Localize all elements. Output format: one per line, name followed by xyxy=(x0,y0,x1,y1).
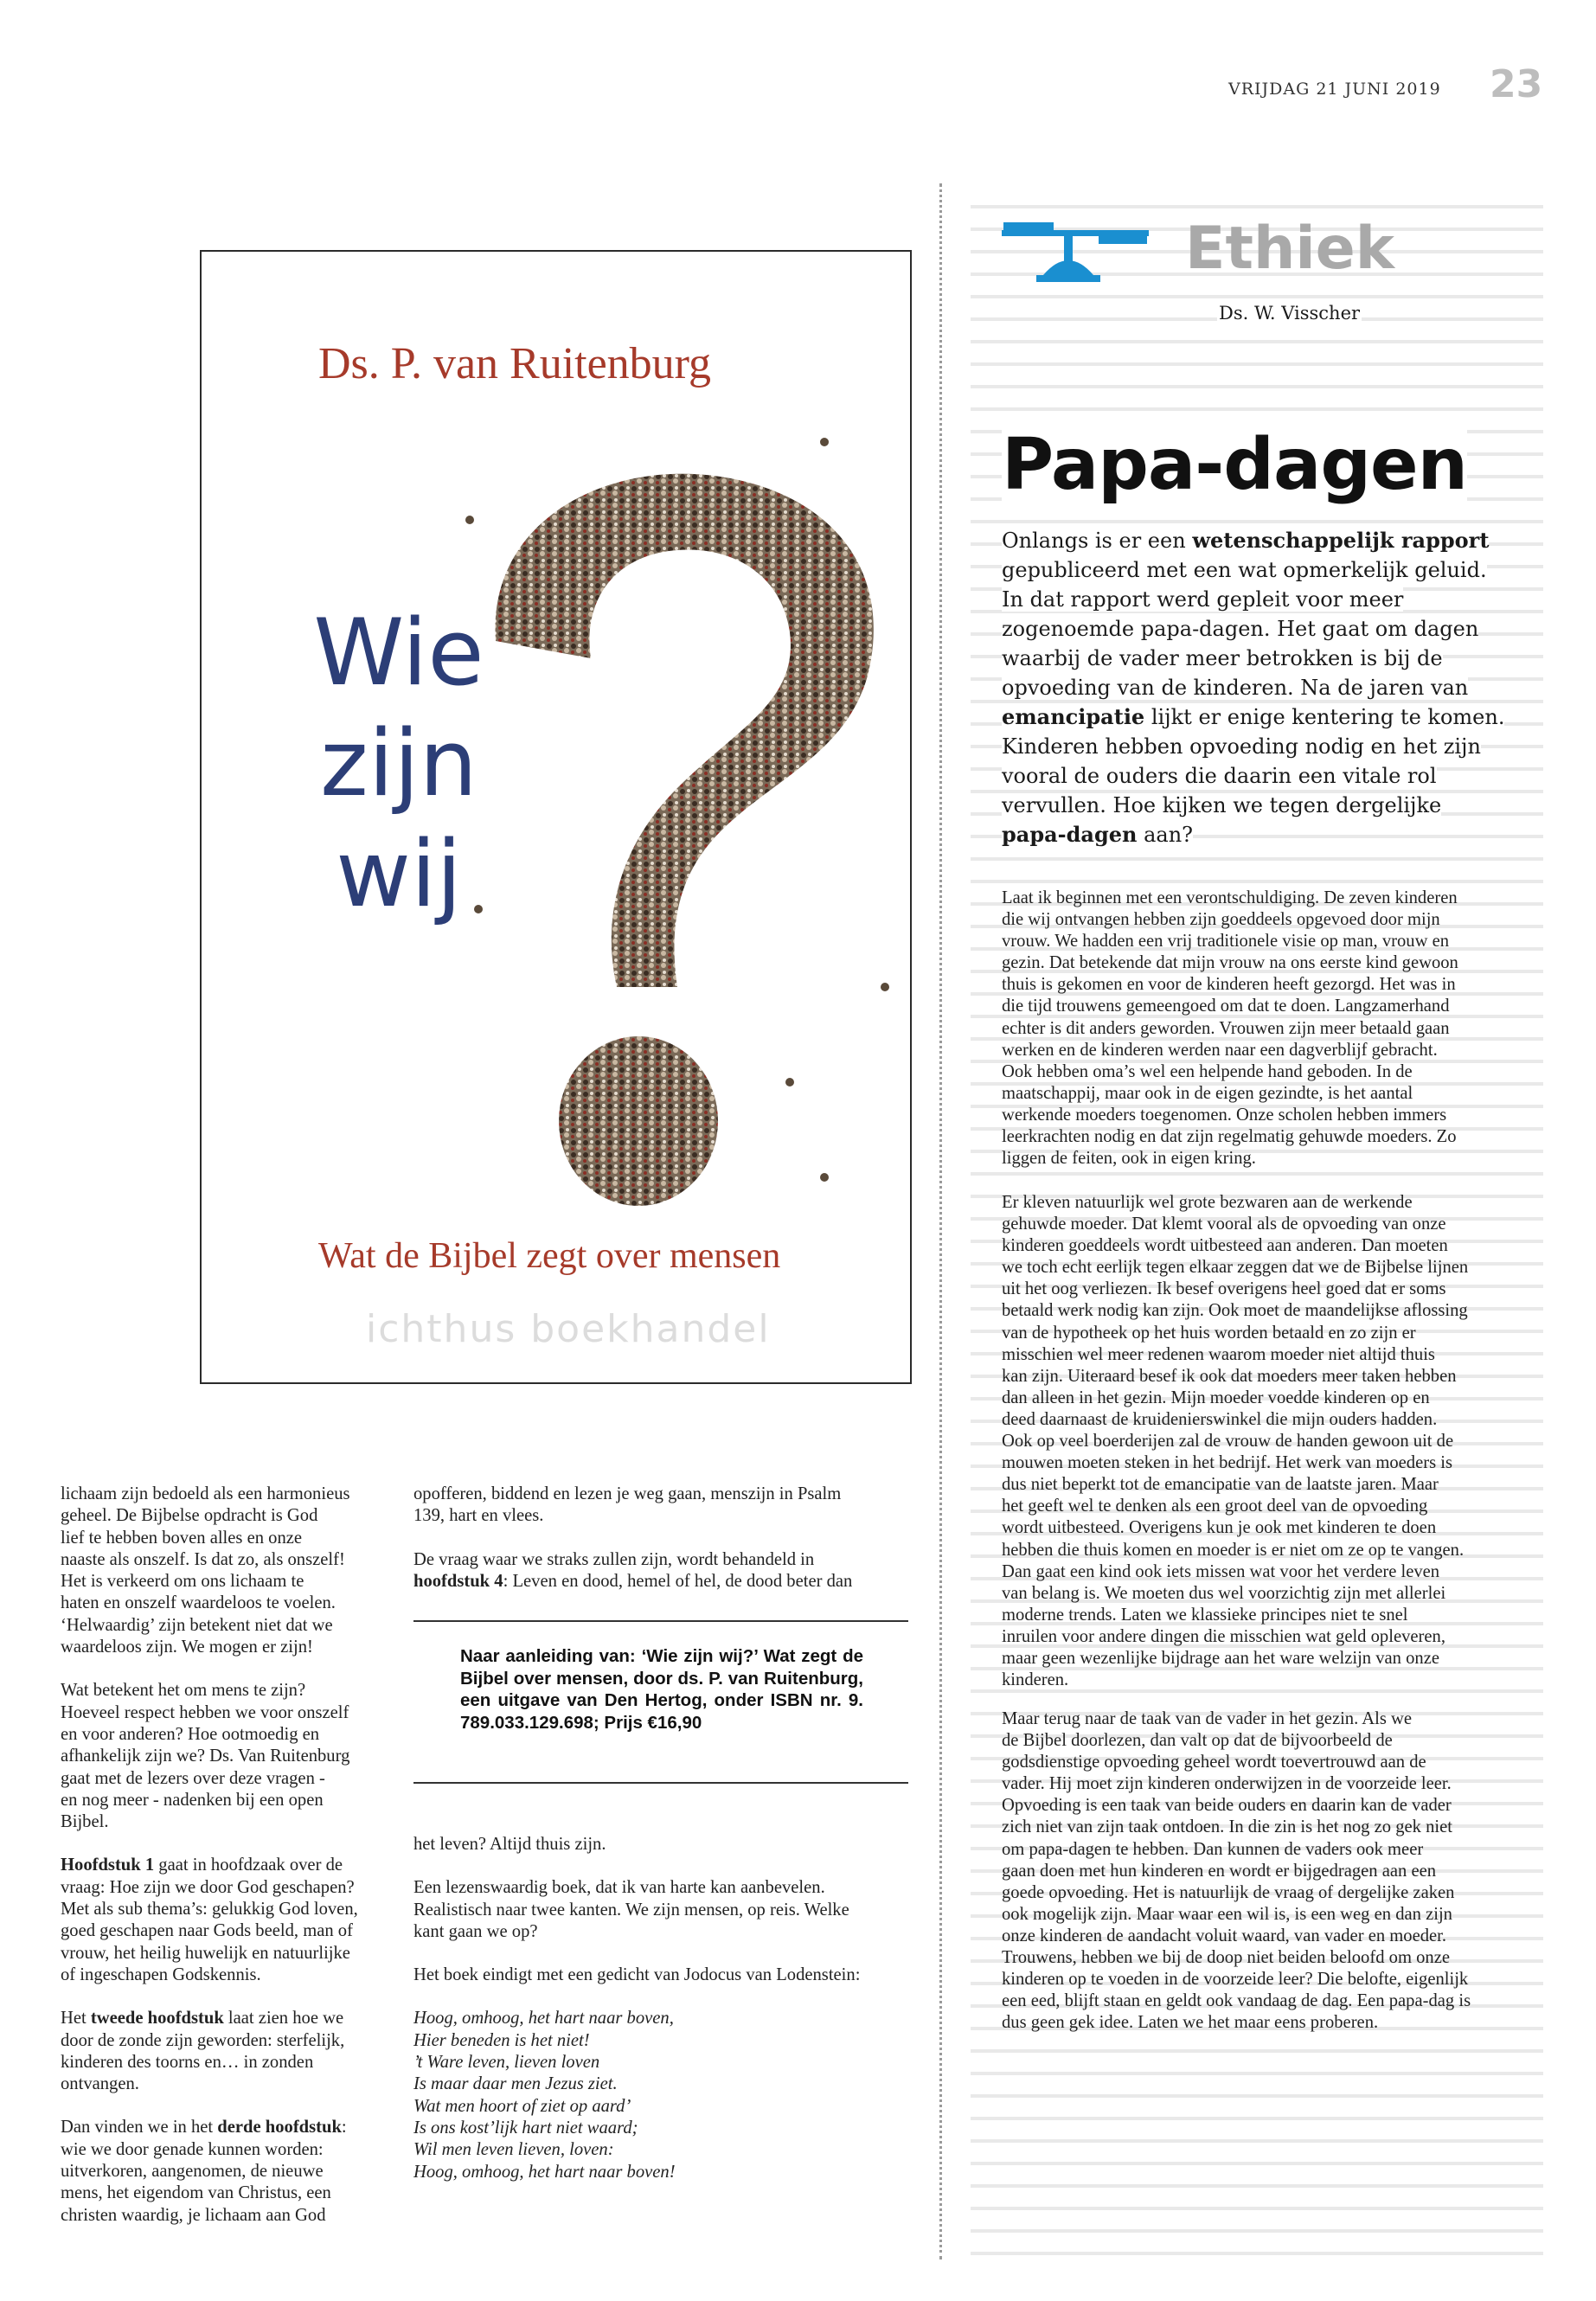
article-line: misschien wel meer redenen waarom moeder niet altijd thuis xyxy=(1002,1344,1435,1364)
text-run: naaste als onszelf. Is dat zo, als onszelf! xyxy=(61,1549,345,1569)
text-run: lichaam zijn bedoeld als een harmonieus xyxy=(61,1484,350,1503)
review-line xyxy=(61,1724,389,1746)
review-line xyxy=(61,2182,389,2204)
review-line xyxy=(413,1965,898,1986)
text-run: Met als sub thema’s: gelukkig God loven, xyxy=(61,1900,358,1920)
article-line: Ook op veel boerderijen zal de vrouw de handen gewoon uit de xyxy=(1002,1432,1454,1452)
article-line: maar geen wezenlijke bijdrage aan het ware welzijn van onze xyxy=(1002,1648,1440,1668)
article-line: we toch echt eerlijk tegen elkaar zeggen dat we de Bijbelse lijnen xyxy=(1002,1258,1469,1278)
article-line: deed daarnaast de kruidenierswinkel die mijn ouders hadden. xyxy=(1002,1409,1438,1429)
review-line xyxy=(413,1834,898,1856)
review-line xyxy=(61,1899,389,1920)
text-run: vraag: Hoe zijn we door God geschapen? xyxy=(61,1877,355,1897)
book-title-line: zijn xyxy=(320,710,478,817)
book-title xyxy=(269,598,529,930)
article-line: het geeft wel te denken als een groot deel van de opvoeding xyxy=(1002,1497,1428,1516)
review-line xyxy=(413,2096,898,2118)
article-line: thuis is gekomen en voor de kinderen heeft gezorgd. Het was in xyxy=(1002,975,1456,995)
article-line: dus geen gek idee. Laten we het maar eens proberen. xyxy=(1002,2013,1379,2033)
article-headline: Papa-dagen xyxy=(1002,424,1468,506)
review-line xyxy=(61,1637,389,1658)
article-line: zich niet van zijn taak ontdoen. In die zin is het nog zo gek niet xyxy=(1002,1817,1452,1837)
box-rule xyxy=(413,1782,908,1784)
article-line: vader. Hij moet zijn kinderen onderwijzen in de voorzeide leer. xyxy=(1002,1774,1452,1794)
review-line xyxy=(413,1571,898,1593)
box-rule xyxy=(413,1620,908,1622)
review-line xyxy=(413,1900,898,1921)
review-line xyxy=(61,1920,389,1942)
article-line: werken en de kinderen werden naar een dagverblijf gebracht. xyxy=(1002,1040,1438,1060)
review-line xyxy=(413,2073,898,2095)
paragraph-gap xyxy=(413,1943,898,1965)
review-column-2-bottom xyxy=(413,1834,898,2183)
author-byline: Ds. W. Visscher xyxy=(1219,303,1361,324)
text-run: waardeloos zijn. We mogen er zijn! xyxy=(61,1638,313,1657)
review-line xyxy=(61,1505,389,1527)
text-run: Is maar daar men Jezus ziet. xyxy=(413,2074,618,2094)
book-info-box: Naar aanleiding van: ‘Wie zijn wij?’ Wat zegt de Bijbel over mensen, door ds. P. van Ruitenburg, een uitgave van Den Hertog, onder ISBN nr. 9. 789.033.129.698; Prijs €16,90 xyxy=(460,1646,863,1733)
review-line xyxy=(61,1943,389,1965)
text-run: laat zien hoe we xyxy=(223,2009,344,2029)
text-run: 139, hart en vlees. xyxy=(413,1506,544,1526)
review-line xyxy=(61,2117,389,2138)
review-line xyxy=(61,2073,389,2095)
article-paragraph xyxy=(1002,1708,1517,2034)
text-run: opofferen, biddend en lezen je weg gaan, menszijn in Psalm xyxy=(413,1484,842,1503)
text-run: door de zonde zijn geworden: sterfelijk, xyxy=(61,2030,345,2050)
article-line: Opvoeding is een taak van beide ouders en daarin kan de vader xyxy=(1002,1796,1452,1816)
article-line: wordt uitbesteed. Overigens kun je ook met kinderen te doen xyxy=(1002,1518,1437,1538)
lead-run: wetenschappelijk rapport xyxy=(1192,528,1490,553)
review-line xyxy=(413,1877,898,1899)
article-line: ook mogelijk zijn. Maar waar een wil is, is een weg en dan zijn xyxy=(1002,1904,1452,1924)
article-line: goede opvoeding. Het is natuurlijk de vraag of dergelijke zaken xyxy=(1002,1882,1455,1902)
text-run: kant gaan we op? xyxy=(413,1921,538,1941)
lead-run: Onlangs is er een xyxy=(1002,529,1193,553)
text-run: : xyxy=(341,2118,347,2138)
text-run: kinderen des toorns en… in zonden xyxy=(61,2052,314,2072)
article-line: Dan gaat een kind ook iets missen wat voor het verdere leven xyxy=(1002,1561,1440,1581)
review-line xyxy=(61,1855,389,1876)
article-line: die tijd trouwens gemeengoed om dat te doen. Langzamerhand xyxy=(1002,997,1450,1016)
article-line: werkende moeders toegenomen. Onze scholen hebben immers xyxy=(1002,1105,1447,1125)
review-line xyxy=(413,1921,898,1943)
review-line xyxy=(413,2139,898,2161)
review-line xyxy=(61,2139,389,2161)
text-run: vrouw, het heilig huwelijk en natuurlijke xyxy=(61,1943,350,1963)
text-run: hoofdstuk 4 xyxy=(413,1571,503,1591)
article-line: die wij ontvangen hebben zijn goeddeels opgevoed door mijn xyxy=(1002,910,1440,930)
text-run: ’t Ware leven, lieven loven xyxy=(413,2053,600,2073)
text-run: Het boek eindigt met een gedicht van Jodocus van Lodenstein: xyxy=(413,1965,861,1985)
text-run: derde hoofdstuk xyxy=(217,2118,342,2138)
article-line: echter is dit anders geworden. Vrouwen zijn meer betaald gaan xyxy=(1002,1018,1450,1038)
article-line: Ook hebben oma’s wel een helpende hand geboden. In de xyxy=(1002,1061,1413,1081)
text-run: Hoog, omhoog, het hart naar boven! xyxy=(413,2162,676,2182)
text-run: goed geschapen naar Gods beeld, man of xyxy=(61,1921,353,1941)
review-line xyxy=(61,1549,389,1571)
article-line: gaan doen met hun kinderen en wordt er bijgedragen aan een xyxy=(1002,1861,1437,1881)
article-line: de Bijbel doorlezen, dan valt op dat de bijvoorbeeld de xyxy=(1002,1731,1393,1751)
review-line xyxy=(413,2030,898,2052)
review-line xyxy=(61,2030,389,2052)
lead-run: gepubliceerd met een wat opmerkelijk geluid. In dat rapport werd gepleit voor meer zogenoemde papa-dagen. Het gaat om dagen waarbij de vader meer betrokken is bij de opvoeding van de kinderen. Na de jaren van xyxy=(1002,558,1487,700)
book-author: Ds. P. van Ruitenburg xyxy=(318,339,712,388)
review-column-1 xyxy=(61,1484,389,2227)
review-line xyxy=(61,2205,389,2227)
article-line: Maar terug naar de taak van de vader in het gezin. Als we xyxy=(1002,1709,1413,1728)
review-line xyxy=(61,1768,389,1790)
text-run: gaat met de lezers over deze vragen - xyxy=(61,1768,325,1788)
review-line xyxy=(61,2008,389,2029)
text-run: haten en onszelf waardeloos te voelen. xyxy=(61,1593,336,1613)
text-run: tweede hoofdstuk xyxy=(90,2009,224,2029)
text-run: Wat betekent het om mens te zijn? xyxy=(61,1681,306,1701)
article-line: kan zijn. Uiteraard besef ik ook dat moeders meer taken hebben xyxy=(1002,1366,1457,1386)
paragraph-gap xyxy=(61,1658,389,1680)
text-run: uitverkoren, aangenomen, de nieuwe xyxy=(61,2162,324,2182)
review-line xyxy=(61,2161,389,2182)
review-line xyxy=(61,1965,389,1986)
book-subtitle: Wat de Bijbel zegt over mensen xyxy=(318,1236,781,1276)
article-line: Er kleven natuurlijk wel grote bezwaren aan de werkende xyxy=(1002,1193,1413,1212)
review-line xyxy=(413,1549,898,1571)
paragraph-gap xyxy=(61,1833,389,1855)
review-line xyxy=(61,1528,389,1549)
text-run: lief te hebben boven alles en onze xyxy=(61,1528,303,1548)
article-line: onze kinderen de aandacht voluit waard, van vader en moeder. xyxy=(1002,1926,1447,1945)
article-paragraph xyxy=(1002,1192,1517,1691)
review-line xyxy=(61,1702,389,1724)
article-line: Trouwens, hebben we bij de doop niet beiden beloofd om onze xyxy=(1002,1948,1450,1968)
text-run: en voor anderen? Hoe ootmoedig en xyxy=(61,1724,320,1744)
review-line xyxy=(413,2008,898,2029)
review-line xyxy=(61,1790,389,1811)
article-line: Laat ik beginnen met een verontschuldiging. De zeven kinderen xyxy=(1002,888,1458,907)
lead-run: emancipatie xyxy=(1002,704,1145,729)
review-line xyxy=(413,1484,898,1505)
text-run: Wat men hoort of ziet op aard’ xyxy=(413,2096,631,2116)
watermark: ichthus boekhandel xyxy=(366,1307,771,1351)
review-line xyxy=(61,1571,389,1593)
paragraph-gap xyxy=(413,1528,898,1549)
lead-run: papa-dagen xyxy=(1002,822,1138,847)
article-line: gehuwde moeder. Dat klemt vooral als de opvoeding van onze xyxy=(1002,1215,1446,1234)
text-run: Hoeveel respect hebben we voor onszelf xyxy=(61,1702,349,1722)
text-run: Een lezenswaardig boek, dat ik van harte kan aanbevelen. xyxy=(413,1878,825,1898)
review-line xyxy=(413,2118,898,2139)
text-run: en nog meer - nadenken bij een open xyxy=(61,1790,324,1810)
article-line: moderne trends. Laten we klassieke principes niet te snel xyxy=(1002,1605,1408,1625)
text-run: Hoog, omhoog, het hart naar boven, xyxy=(413,2009,674,2029)
article-line: kinderen goeddeels wordt uitbesteed aan anderen. Dan moeten xyxy=(1002,1236,1448,1256)
article-line: maatschappij, maar ook in de eigen gezindte, is het aantal xyxy=(1002,1083,1413,1103)
lead-run: aan? xyxy=(1137,823,1194,847)
text-run: geheel. De Bijbelse opdracht is God xyxy=(61,1506,318,1526)
review-line xyxy=(61,2052,389,2073)
article-line: dan alleen in het gezin. Mijn moeder voedde kinderen op en xyxy=(1002,1388,1430,1407)
text-run: wie we door genade kunnen worden: xyxy=(61,2139,324,2159)
text-run: Het is verkeerd om ons lichaam te xyxy=(61,1572,304,1592)
text-run: Dan vinden we in het xyxy=(61,2118,218,2138)
review-line xyxy=(61,1746,389,1767)
page-number: 23 xyxy=(1490,62,1543,106)
book-title-line: wij xyxy=(336,821,462,927)
article-line: van belang is. We moeten dus wel voorzichtig zijn met allerlei xyxy=(1002,1583,1446,1603)
text-run: het leven? Altijd thuis zijn. xyxy=(413,1835,606,1854)
article-paragraph xyxy=(1002,888,1517,1170)
review-column-2-top xyxy=(413,1484,898,1593)
text-run: Bijbel. xyxy=(61,1812,109,1832)
text-run: gaat in hoofdzaak over de xyxy=(154,1856,343,1875)
text-run: christen waardig, je lichaam aan God xyxy=(61,2205,326,2225)
crowd-question-mark-image xyxy=(461,425,911,1290)
article-line: godsdienstige opvoeding geheel wordt toevertrouwd aan de xyxy=(1002,1753,1426,1772)
review-line xyxy=(413,1505,898,1527)
article-line: kinderen. xyxy=(1002,1670,1069,1690)
text-run: Het xyxy=(61,2009,91,2029)
lead-run: lijkt er enige kentering te komen. Kinderen hebben opvoeding nodig en het zijn vooral de ouders die daarin een vitale rol vervullen. Hoe kijken we tegen dergelijke xyxy=(1002,705,1505,817)
text-run: Is ons kost’lijk hart niet waard; xyxy=(413,2118,638,2138)
article-line: van de hypotheek op het huis worden betaald en zo zijn er xyxy=(1002,1323,1416,1343)
article-line: uit het oog verliezen. Ik besef overigens heel goed dat er soms xyxy=(1002,1279,1446,1299)
column-divider xyxy=(939,183,942,2259)
paragraph-gap xyxy=(413,1856,898,1877)
review-line xyxy=(61,1811,389,1833)
text-run: : Leven en dood, hemel of hel, de dood beter dan xyxy=(503,1571,853,1591)
book-title-line: Wie xyxy=(313,599,484,706)
article-line: vrouw. We hadden een vrij traditionele visie op man, vrouw en xyxy=(1002,932,1450,952)
text-run: afhankelijk zijn we? Ds. Van Ruitenburg xyxy=(61,1747,350,1766)
article-line: een eed, blijft staan en geldt ook vandaag de dag. Een papa-dag is xyxy=(1002,1991,1471,2011)
text-run: De vraag waar we straks zullen zijn, wordt behandeld in xyxy=(413,1549,815,1569)
text-run: Wil men leven lieven, loven: xyxy=(413,2140,614,2160)
article-line: hebben die thuis komen en moeder is er niet om ze op te vangen. xyxy=(1002,1540,1465,1560)
book-cover xyxy=(200,250,912,1384)
article-lead xyxy=(1002,526,1509,849)
text-run: of ingeschapen Godskennis. xyxy=(61,1965,261,1984)
paragraph-gap xyxy=(413,1986,898,2008)
review-line xyxy=(413,2162,898,2183)
paragraph-gap xyxy=(61,2095,389,2117)
review-line xyxy=(61,1877,389,1899)
article-line: inruilen voor andere dingen die misschien wat geld opleveren, xyxy=(1002,1626,1445,1646)
article-line: betaald werk nodig kan zijn. Ook moet de maandelijkse aflossing xyxy=(1002,1301,1468,1321)
review-line xyxy=(61,1484,389,1505)
text-run: mens, het eigendom van Christus, een xyxy=(61,2183,331,2203)
article-line: dus niet beperkt tot de emancipatie van de laatste jaren. Maar xyxy=(1002,1475,1439,1495)
issue-date: VRIJDAG 21 JUNI 2019 xyxy=(1228,80,1441,99)
text-run: Hier beneden is het niet! xyxy=(413,2030,590,2050)
article-line: om papa-dagen te hebben. Dan kunnen de vaders ook meer xyxy=(1002,1839,1424,1859)
text-run: Realistisch naar twee kanten. We zijn mensen, op reis. Welke xyxy=(413,1900,849,1920)
text-run: ‘Helwaardig’ zijn betekent niet dat we xyxy=(61,1615,333,1635)
review-line xyxy=(61,1593,389,1614)
paragraph-gap xyxy=(61,1986,389,2008)
article-line: mouwen moeten steken in het bedrijf. Het werk van moeders is xyxy=(1002,1453,1452,1473)
review-line xyxy=(61,1615,389,1637)
rubric-title: Ethiek xyxy=(1185,215,1395,283)
review-line xyxy=(413,2052,898,2073)
article-line: gezin. Dat betekende dat mijn vrouw na ons eerste kind gewoon xyxy=(1002,953,1458,973)
balance-scale-icon xyxy=(1002,213,1149,291)
text-run: Hoofdstuk 1 xyxy=(61,1856,155,1875)
article-line: liggen de feiten, ook in eigen kring. xyxy=(1002,1149,1256,1169)
review-line xyxy=(61,1680,389,1702)
text-run: ontvangen. xyxy=(61,2074,139,2094)
article-line: kinderen op te voeden in de voorzeide leer? Die belofte, eigenlijk xyxy=(1002,1970,1469,1990)
article-line: leerkrachten nodig en dat zijn regelmatig gehuwde moeders. Zo xyxy=(1002,1127,1457,1147)
